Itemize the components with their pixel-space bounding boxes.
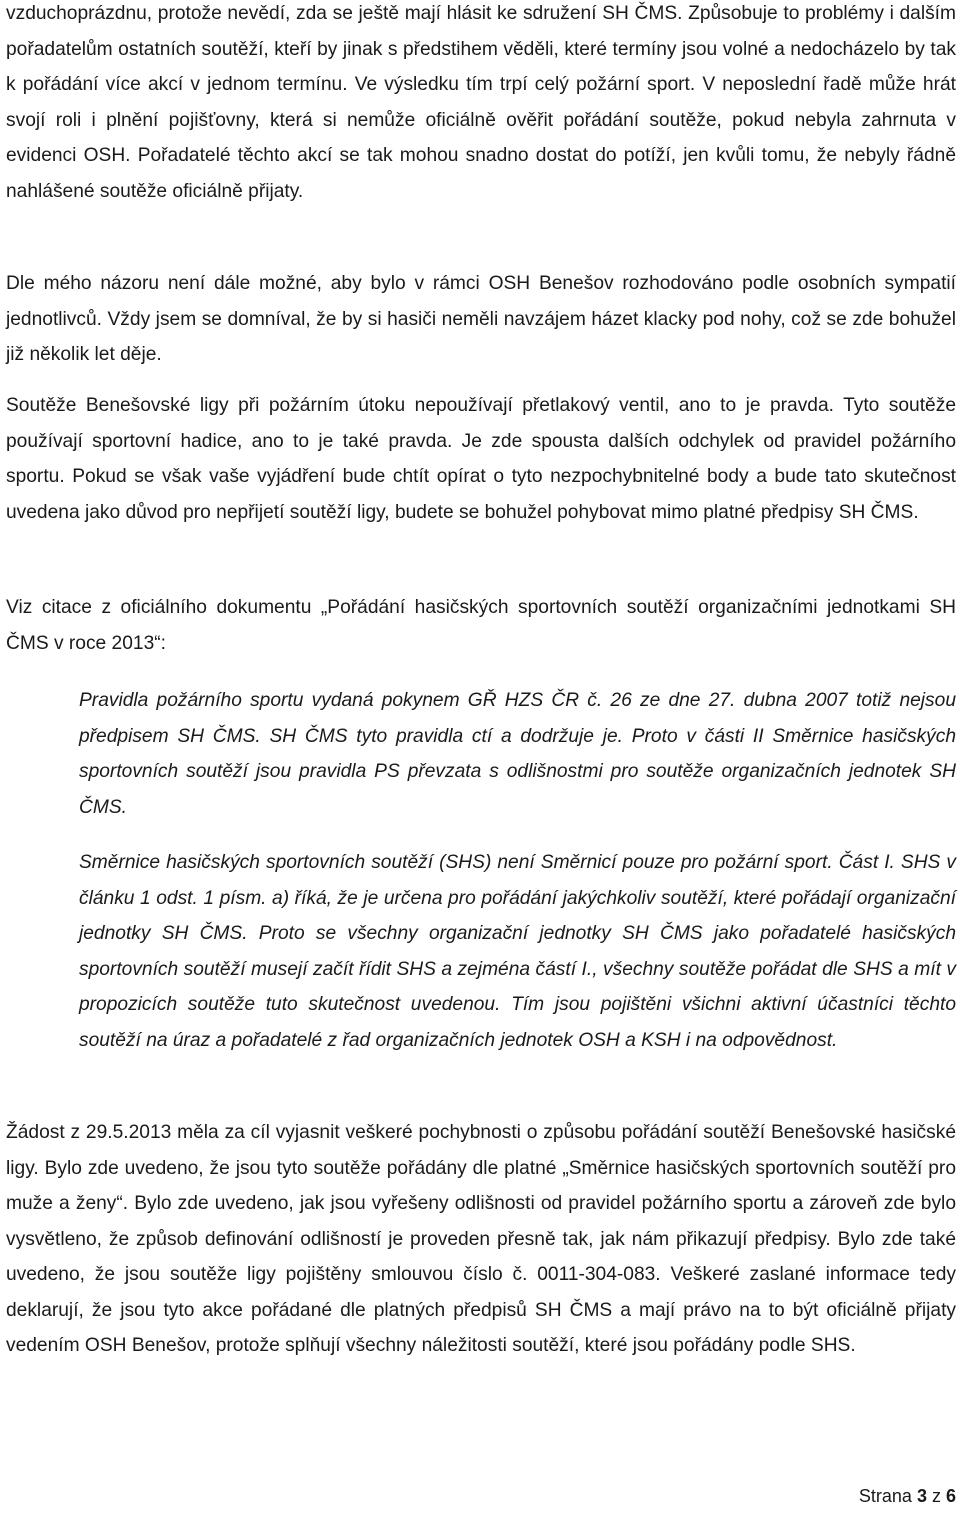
page-number-current: 3 xyxy=(916,1486,927,1506)
paragraph-zadost: Žádost z 29.5.2013 měla za cíl vyjasnit veškeré pochybnosti o způsobu pořádání soutěží Benešovské hasičské ligy. Bylo zde uvedeno, že jsou tyto soutěže pořádány dle platné „Směrnice hasičských sportovních soutěží pro muže a ženy“. Bylo zde uvedeno, jak jsou vyřešeny odlišnosti od pravidel požárního sportu a zároveň zde bylo vysvětleno, že způsob definování odlišností je proveden přesně tak, jak nám přikazují předpisy. Bylo zde také uvedeno, že jsou soutěže ligy pojištěny smlouvou číslo č. 0011-304-083. Veškeré zaslané informace tedy deklarují, že jsou tyto akce pořádané dle platných předpisů SH ČMS a mají právo na to být oficiálně přijaty vedením OSH Benešov, protože splňují všechny náležitosti soutěží, které jsou pořádány podle SHS. xyxy=(6,1122,956,1356)
paragraph-osh-benesov: Dle mého názoru není dále možné, aby bylo v rámci OSH Benešov rozhodováno podle osobních sympatií jednotlivců. Vždy jsem se domníval, že by si hasiči neměli navzájem házet klacky pod nohy, což se zde bohužel již několik let děje. xyxy=(6,273,956,365)
page-number-total: 6 xyxy=(945,1486,956,1506)
quote-pravidla-ps: Pravidla požárního sportu vydaná pokynem GŘ HZS ČR č. 26 ze dne 27. dubna 2007 totiž nejsou předpisem SH ČMS. SH ČMS tyto pravidla ctí a dodržuje je. Proto v části II Směrnice hasičských sportovních soutěží jsou pravidla PS převzata s odlišnostmi pro soutěže organizačních jednotek SH ČMS. xyxy=(79,690,956,818)
page-number-separator: z xyxy=(931,1486,941,1506)
quote-smernice-shs: Směrnice hasičských sportovních soutěží (SHS) není Směrnicí pouze pro požární sport. Část I. SHS v článku 1 odst. 1 písm. a) říká, že je určena pro pořádání jakýchkoliv soutěží, které pořádají organizační jednotky SH ČMS. Proto se všechny organizační jednotky SH ČMS jako pořadatelé hasičských sportovních soutěží musejí začít řídit SHS a zejména částí I., všechny soutěže pořádat dle SHS a mít v propozicích soutěže tuto skutečnost uvedenou. Tím jsou pojištěni všichni aktivní účastníci těchto soutěží na úraz a pořadatelé z řad organizačních jednotek OSH a KSH i na odpovědnost. xyxy=(79,852,956,1051)
paragraph-citace-intro: Viz citace z oficiálního dokumentu „Pořádání hasičských sportovních soutěží organizačními jednotkami SH ČMS v roce 2013“: xyxy=(6,597,956,654)
page-number-prefix: Strana xyxy=(858,1486,912,1506)
paragraph-benesovska-liga: Soutěže Benešovské ligy při požárním útoku nepoužívají přetlakový ventil, ano to je pravda. Tyto soutěže používají sportovní hadice, ano to je také pravda. Je zde spousta dalších odchylek od pravidel požárního sportu. Pokud se však vaše vyjádření bude chtít opírat o tyto nezpochybnitelné body a bude tato skutečnost uvedena jako důvod pro nepřijetí soutěží ligy, budete se bohužel pohybovat mimo platné předpisy SH ČMS. xyxy=(6,395,956,523)
paragraph-pojistovna: vzduchoprázdnu, protože nevědí, zda se ještě mají hlásit ke sdružení SH ČMS. Způsobuje to problémy i dalším pořadatelům ostatních soutěží, kteří by jinak s předstihem věděli, které termíny jsou volné a nedocházelo by tak k pořádání více akcí v jednom termínu. Ve výsledku tím trpí celý požární sport. V neposlední řadě může hrát svojí roli i plnění pojišťovny, která si nemůže oficiálně ověřit pořádání soutěže, pokud nebyla zahrnuta v evidenci OSH. Pořadatelé těchto akcí se tak mohou snadno dostat do potíží, jen kvůli tomu, že nebyly řádně nahlášené soutěže oficiálně přijaty. xyxy=(6,3,956,202)
page-number xyxy=(859,1484,956,1508)
